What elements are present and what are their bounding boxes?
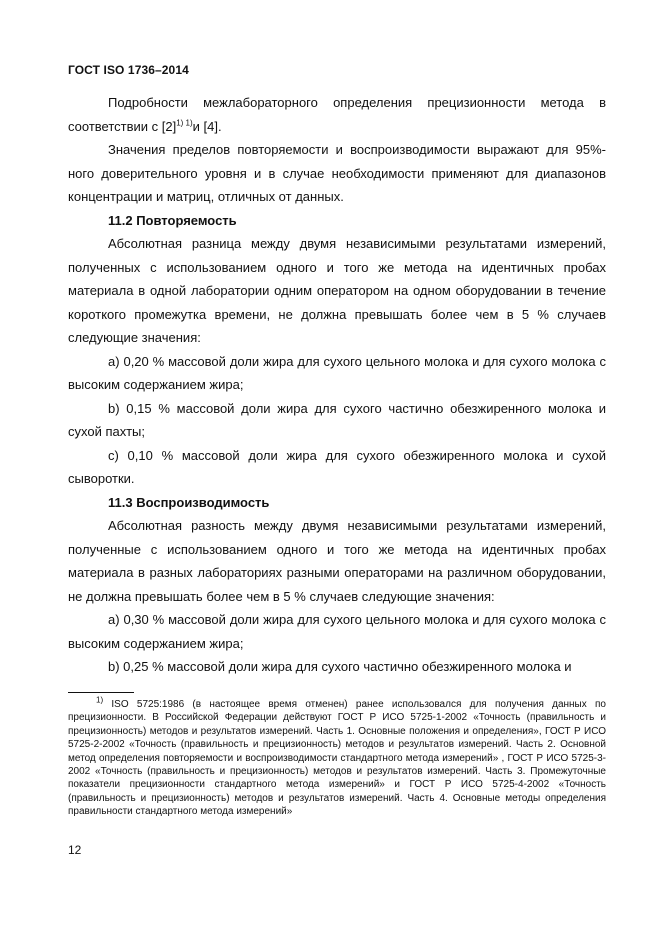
page-number: 12 <box>68 843 82 857</box>
paragraph-reproducibility: Абсолютная разность между двумя независимыми результатами измерений, полученные с использованием одного и того же метода на идентичных пробах материала в разных лабораториях разными операторами на различном оборудовании, не должна превышать более чем в 5 % случаев следующие значения: <box>68 518 606 604</box>
footnote <box>68 695 606 819</box>
footnote-marker: 1) <box>96 695 104 705</box>
list-item-b-repeatability: b) 0,15 % массовой доли жира для сухого частично обезжиренного молока и сухой пахты; <box>68 400 606 439</box>
section-heading-repeatability: 11.2 Повторяемость <box>108 212 237 228</box>
paragraph-precision-details <box>68 91 606 138</box>
paragraph-text: Подробности межлабораторного определения прецизионности метода в соответствии с [2] <box>68 95 606 134</box>
list-item-a-repeatability: а) 0,20 % массовой доли жира для сухого цельного молока и для сухого молока с высоким содержанием жира; <box>68 353 606 392</box>
list-item-c-repeatability: c) 0,10 % массовой доли жира для сухого обезжиренного молока и сухой сыворотки. <box>68 447 606 486</box>
section-heading-reproducibility: 11.3 Воспроизводимость <box>108 494 270 510</box>
document-header: ГОСТ ISO 1736–2014 <box>68 63 189 77</box>
paragraph-limits: Значения пределов повторяемости и воспроизводимости выражают для 95%-ного доверительного уровня и в случае необходимости применяют для диапазонов концентрации и матриц, отличных от данных. <box>68 142 606 204</box>
list-item-a-reproducibility: а) 0,30 % массовой доли жира для сухого цельного молока и для сухого молока с высоким содержанием жира; <box>68 612 606 651</box>
footnote-text: ISO 5725:1986 (в настоящее время отменен) ранее использовался для получения данных по прецизионности. В Российской Федерации действуют ГОСТ Р ИСО 5725-1-2002 «Точность (правильность и прецизионность) методов и результатов измерений. Часть 1. Основные положения и определения», ГОСТ Р ИСО 5725-2-2002 «Точность (правильность и прецизионность) методов и результатов измерений. Часть 2. Основной метод определения повторяемости и воспроизводимости стандартного метода измерений» , ГОСТ Р ИСО 5725-3-2002 «Точность (правильность и прецизионность) методов и результатов измерений. Часть 3. Промежуточные показатели прецизионности стандартного метода измерений» и ГОСТ Р ИСО 5725-4-2002 «Точность (правильность и прецизионность) методов и результатов измерений. Часть 4. Основные методы определения правильности стандартного метода измерений» <box>68 699 606 818</box>
body-text <box>68 91 606 679</box>
paragraph-text: и [4]. <box>192 118 222 134</box>
list-item-b-reproducibility: b) 0,25 % массовой доли жира для сухого частично обезжиренного молока и <box>108 659 572 674</box>
paragraph-repeatability: Абсолютная разница между двумя независимыми результатами измерений, полученных с использованием одного и того же метода на идентичных пробах материала в одной лаборатории одним оператором на одном оборудовании в течение короткого промежутка времени, не должна превышать более чем в 5 % случаев следующие значения: <box>68 236 606 345</box>
footnote-separator <box>68 692 134 693</box>
footnote-reference: 1) 1) <box>176 118 193 128</box>
